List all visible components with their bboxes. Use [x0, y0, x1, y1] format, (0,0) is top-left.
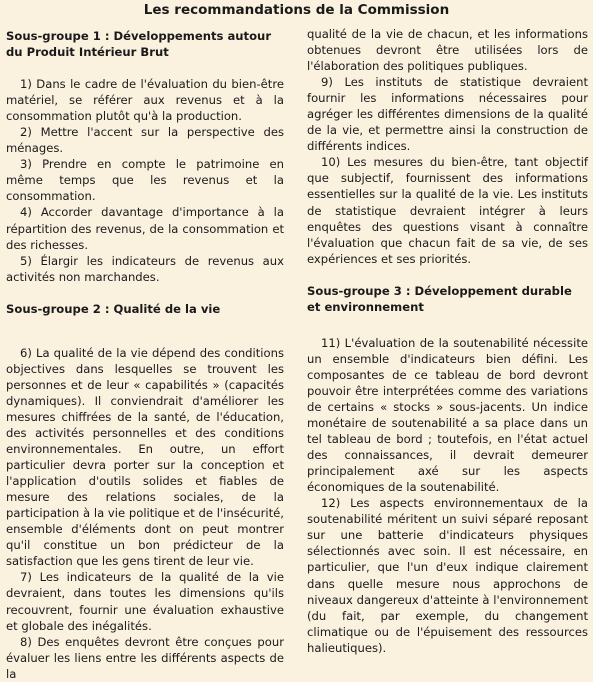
recommendation-12: 12) Les aspects environnementaux de la soutenabilité méritent un suivi séparé reposant sur une batterie d'indicateurs physiques sélectionnés avec soin. Il est nécessaire, en particulier, que l'un d'eux indique clairement dans quelle mesure nous approchons de niveaux dangereux d'atteinte à l'environnement (du fait, par exemple, du changement climatique ou de l'épuisement des ressources halieutiques). [307, 496, 588, 655]
recommendation-11: 11) L'évaluation de la soutenabilité nécessite un ensemble d'indicateurs bien défini. Les composantes de ce tableau de bord devront pouvoir être interprétées comme des variations de certains « stocks » sous-jacents. Un indice monétaire de soutenabilité a sa place dans un tel tableau de bord ; toutefois, en l'état actuel des connaissances, il devrait demeurer principalement axé sur les aspects économiques de la soutenabilité. [307, 335, 588, 495]
recommendation-4: 4) Accorder davantage d'importance à la répartition des revenus, de la consommation et des richesses. [6, 205, 284, 252]
recommendation-2: 2) Mettre l'accent sur la perspective des ménages. [6, 125, 284, 156]
subgroup-2-heading: Sous-groupe 2 : Qualité de la vie [6, 301, 221, 316]
right-column [307, 26, 588, 656]
recommendation-9: 9) Les instituts de statistique devraient fournir les informations nécessaires pour agréger les différentes dimensions de la qualité de la vie, et permettre ainsi la construction de différents indices. [307, 75, 588, 154]
recommendation-10: 10) Les mesures du bien-être, tant objectif que subjectif, fournissent des informations essentielles sur la qualité de la vie. Les instituts de statistique devraient intégrer à leurs enquêtes des questions visant à connaître l'évaluation que chacun fait de sa vie, de ses expériences et ses priorités. [307, 155, 588, 266]
recommendation-5: 5) Élargir les indicateurs de revenus aux activités non marchandes. [6, 253, 284, 284]
recommendation-8: 8) Des enquêtes devront être conçues pour évaluer les liens entre les différents aspects de la [6, 634, 284, 681]
page-title: Les recommandations de la Commission [143, 2, 450, 18]
left-column [6, 28, 284, 682]
subgroup-1-heading: Sous-groupe 1 : Développements autour du Produit Intérieur Brut [6, 29, 272, 60]
recommendation-6: 6) La qualité de la vie dépend des conditions objectives dans lesquelles se trouvent les personnes et de leur « capabilités » (capacités dynamiques). Il conviendrait d'améliorer les mesures chiffrées de la santé, de l'éducation, des activités personnelles et des conditions environnementales. En outre, un effort particulier devra porter sur la conception et l'application d'outils solides et fiables de mesure des relations sociales, de la participation à la vie politique et de l'insécurité, ensemble d'éléments dont on peut montrer qu'il constitue un bon prédicteur de la satisfaction que les gens tirent de leur vie. [6, 345, 284, 569]
subgroup-3-heading: Sous-groupe 3 : Développement durable et environnement [307, 283, 572, 314]
recommendation-8-continued: qualité de la vie de chacun, et les informations obtenues devront être utilisées lors de l'élaboration des politiques publiques. [307, 27, 588, 74]
recommendation-7: 7) Les indicateurs de la qualité de la vie devraient, dans toutes les dimensions qu'ils recouvrent, fournir une évaluation exhaustive et globale des inégalités. [6, 570, 284, 633]
recommendation-1: 1) Dans le cadre de l'évaluation du bien-être matériel, se référer aux revenus et à la consommation plutôt qu'à la production. [6, 77, 284, 124]
recommendation-3: 3) Prendre en compte le patrimoine en même temps que les revenus et la consommation. [6, 157, 284, 204]
